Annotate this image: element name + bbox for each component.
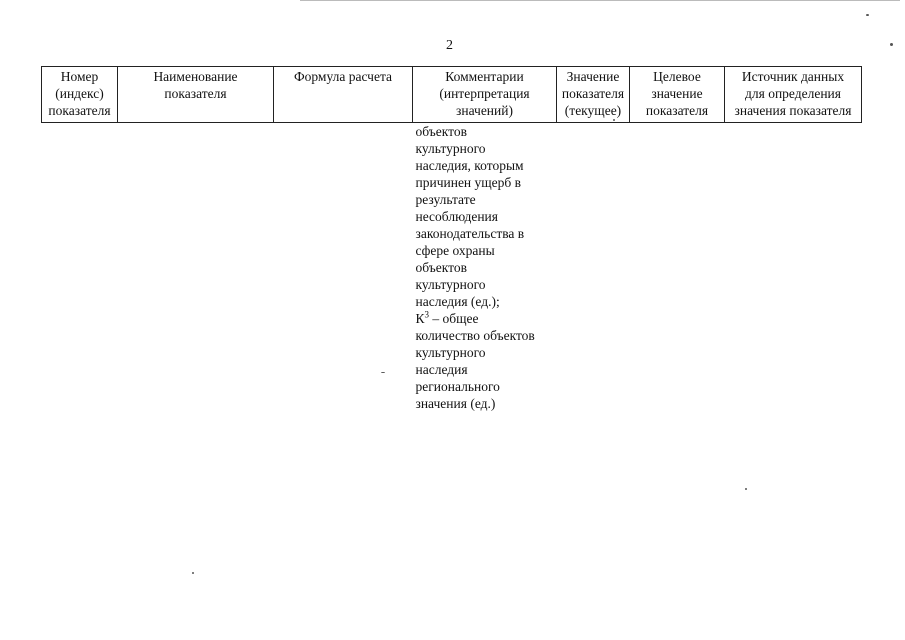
comment-line: наследия (ед.); xyxy=(415,294,500,309)
header-current-value: Значение показателя (текущее) xyxy=(557,67,630,123)
comment-line: результате xyxy=(415,192,476,207)
cell-comments xyxy=(413,123,557,413)
comment-line: объектов xyxy=(415,124,467,139)
comment-line: значения (ед.) xyxy=(415,396,496,411)
scan-speck xyxy=(192,572,194,574)
cell-formula xyxy=(274,123,413,413)
indicator-table xyxy=(41,66,862,412)
scan-speck xyxy=(866,14,869,16)
cell-name xyxy=(118,123,274,413)
table-row xyxy=(42,123,862,413)
scan-speck xyxy=(381,372,385,373)
k3-definition: $К^3$ – общее xyxy=(415,309,479,326)
comment-line: регионального xyxy=(415,379,500,394)
cell-current-value xyxy=(557,123,630,413)
header-formula: Формула расчета xyxy=(274,67,413,123)
page-number: 2 xyxy=(446,38,453,53)
header-target-value: Целевое значение показателя xyxy=(630,67,725,123)
header-index: Номер (индекс) показателя xyxy=(42,67,118,123)
comment-line: культурного xyxy=(415,345,486,360)
comment-line: сфере охраны xyxy=(415,243,495,258)
comment-line: объектов xyxy=(415,260,467,275)
comment-line: несоблюдения xyxy=(415,209,498,224)
top-edge-line xyxy=(300,0,900,1)
scan-speck xyxy=(745,488,747,490)
comment-text-continued xyxy=(416,327,557,412)
comment-line: законодательства в xyxy=(415,226,525,241)
comment-line: культурного xyxy=(415,141,486,156)
comment-line: наследия xyxy=(415,362,468,377)
cell-target-value xyxy=(630,123,725,413)
comment-line: причинен ущерб в xyxy=(415,175,522,190)
header-data-source: Источник данных для определения значения показателя xyxy=(725,67,862,123)
table-header-row xyxy=(42,67,862,123)
scan-speck xyxy=(890,43,893,46)
comment-line: количество объектов xyxy=(415,328,535,343)
cell-index xyxy=(42,123,118,413)
comment-text xyxy=(416,123,557,310)
header-comments: Комментарии (интерпретация значений) xyxy=(413,67,557,123)
header-name: Наименование показателя xyxy=(118,67,274,123)
scan-speck xyxy=(613,119,615,121)
comment-line: культурного xyxy=(415,277,486,292)
cell-data-source xyxy=(725,123,862,413)
comment-line: наследия, которым xyxy=(415,158,524,173)
